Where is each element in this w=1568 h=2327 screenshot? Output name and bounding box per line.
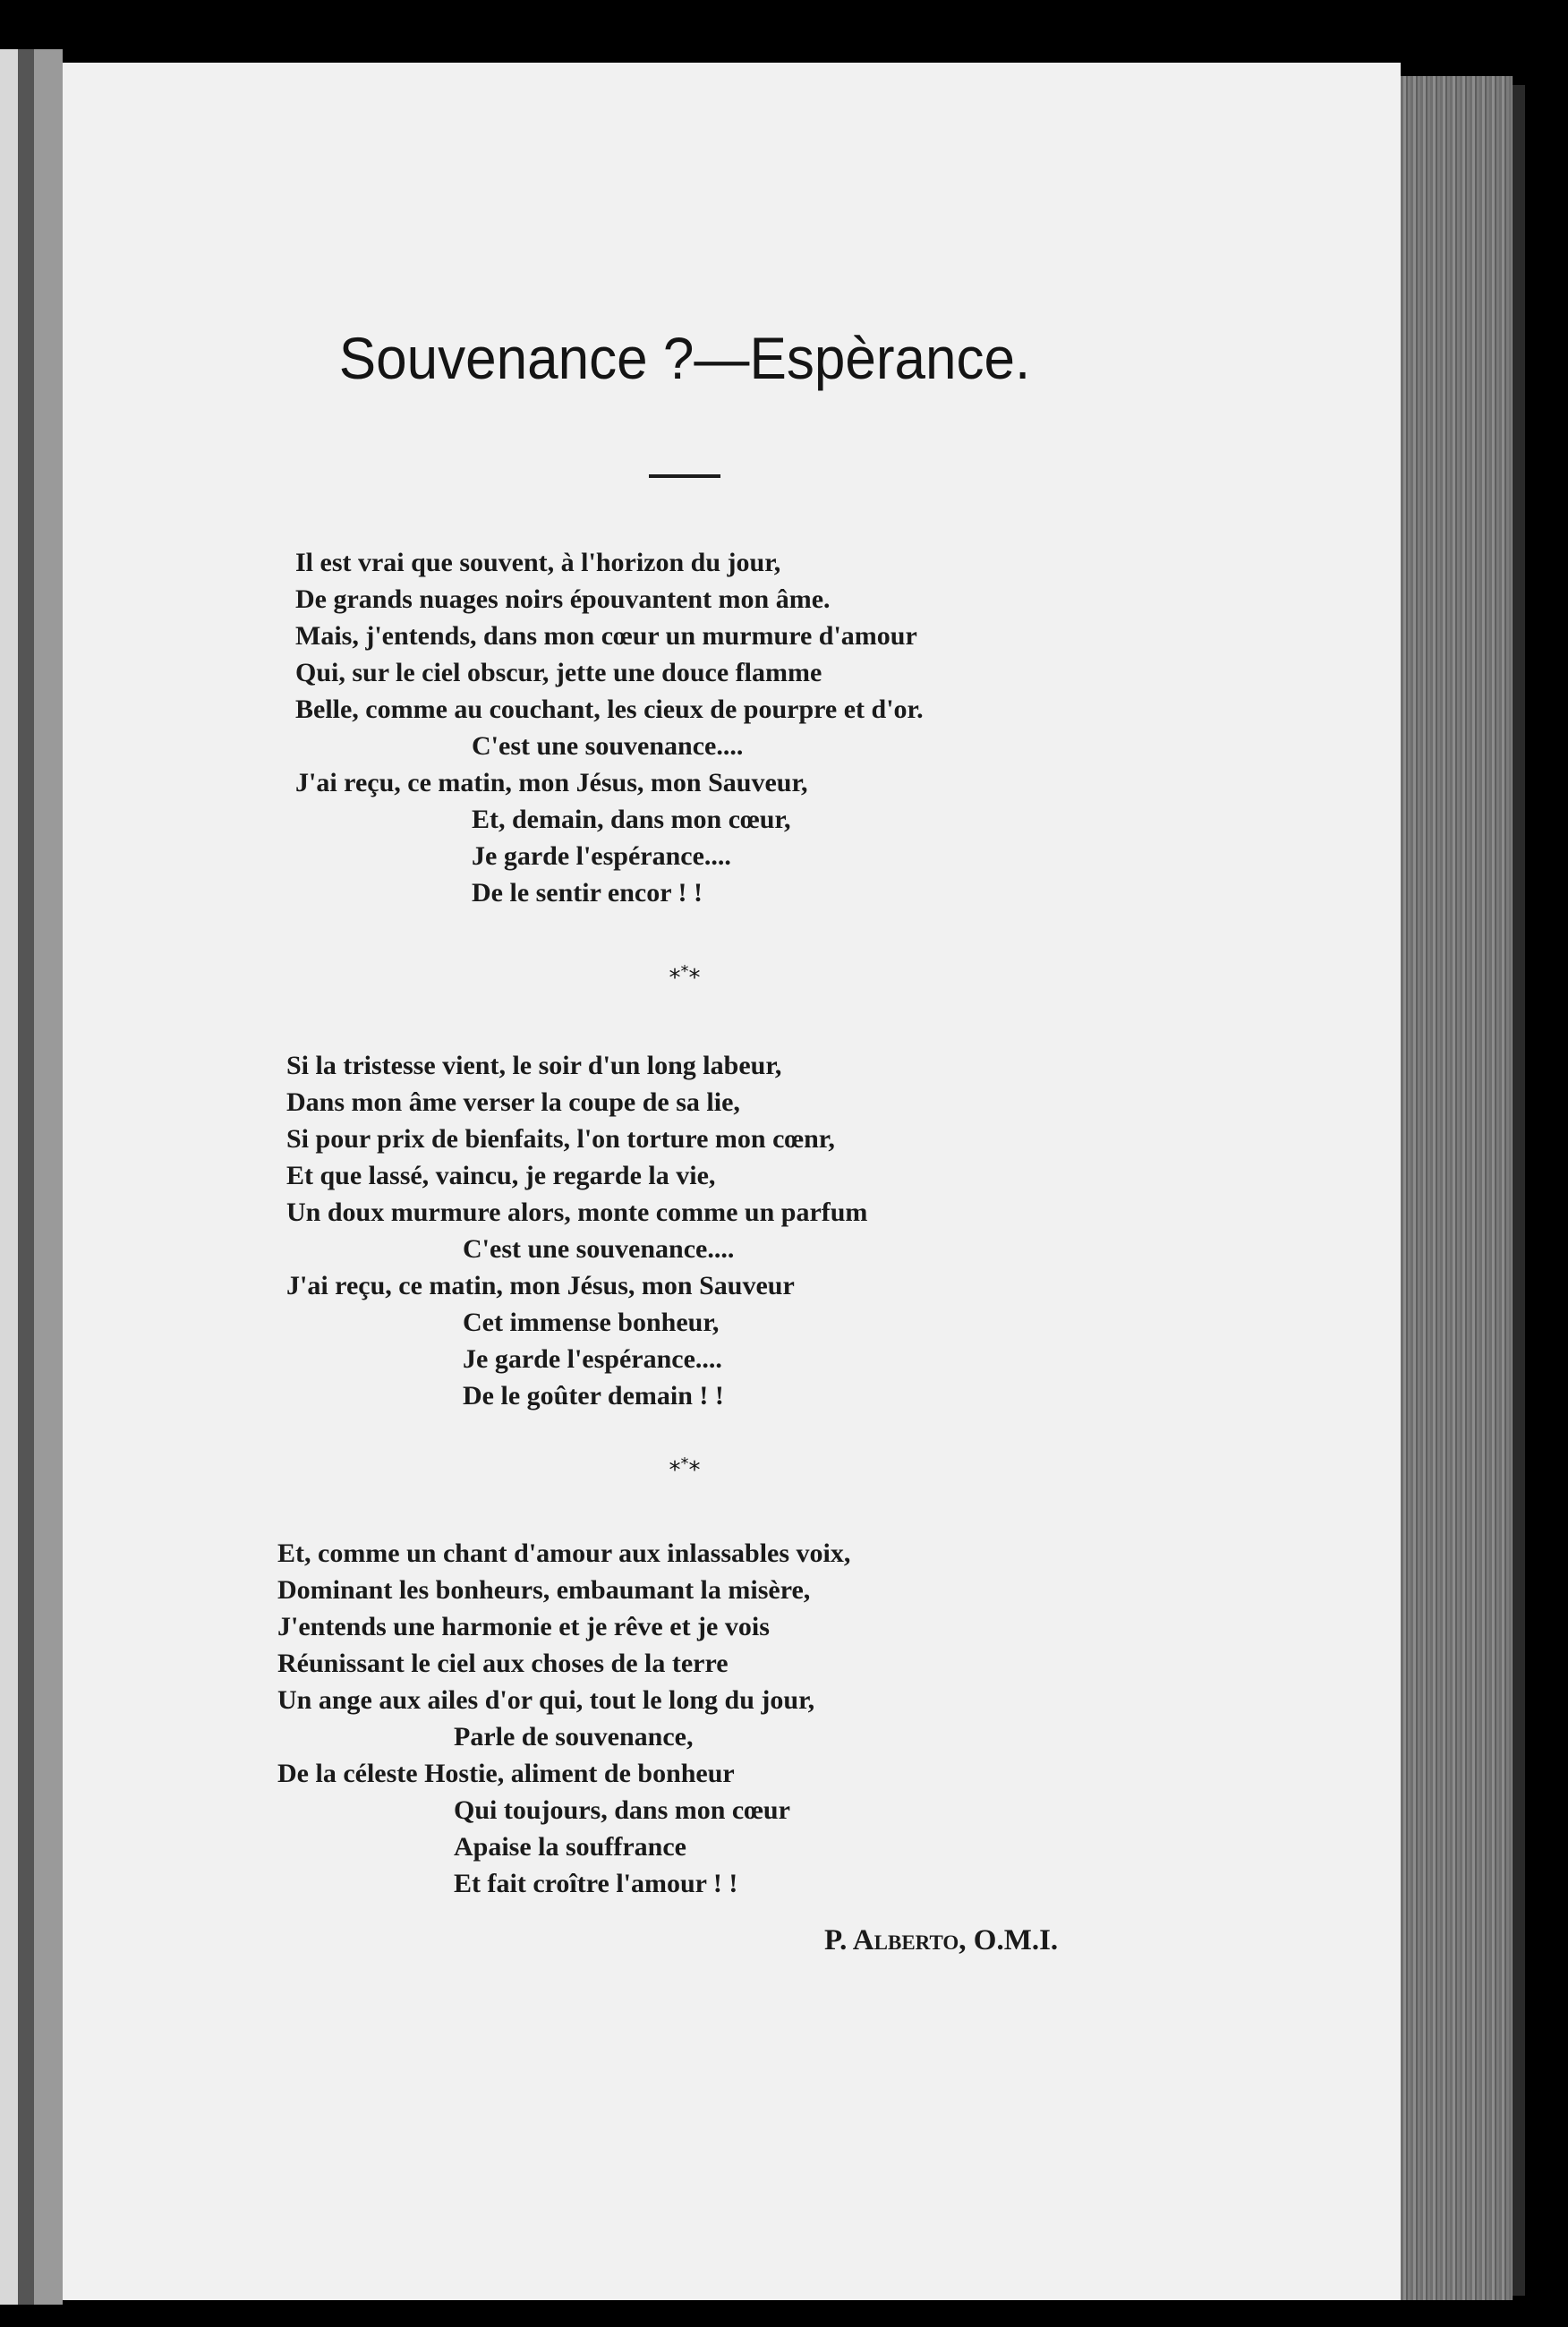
verse-line: Je garde l'espérance.... xyxy=(472,841,731,871)
verse-line: Si pour prix de bienfaits, l'on torture mon cœnr, xyxy=(286,1124,835,1154)
author-signature: P. Alberto, O.M.I. xyxy=(824,1924,1059,1956)
verse-line: Je garde l'espérance.... xyxy=(463,1344,722,1374)
verse-line: Dominant les bonheurs, embaumant la misère, xyxy=(277,1575,811,1605)
verse-line: Parle de souvenance, xyxy=(454,1722,694,1752)
verse-line: De le goûter demain ! ! xyxy=(463,1381,724,1411)
verse-line: Et fait croître l'amour ! ! xyxy=(454,1869,738,1898)
stanza-2 xyxy=(286,1047,1360,1414)
verse-line: Cet immense bonheur, xyxy=(463,1308,720,1337)
verse-line: Et, comme un chant d'amour aux inlassables voix, xyxy=(277,1539,851,1568)
verse-line: J'ai reçu, ce matin, mon Jésus, mon Sauveur, xyxy=(295,768,808,797)
book-page-edges xyxy=(1401,76,1513,2300)
stanza-1 xyxy=(295,544,1369,911)
verse-line: De grands nuages noirs épouvantent mon âme. xyxy=(295,584,831,614)
verse-line: Mais, j'entends, dans mon cœur un murmure d'amour xyxy=(295,621,917,651)
verse-line: Belle, comme au couchant, les cieux de pourpre et d'or. xyxy=(295,695,924,724)
verse-line: Un ange aux ailes d'or qui, tout le long du jour, xyxy=(277,1685,815,1715)
verse-line: Il est vrai que souvent, à l'horizon du jour, xyxy=(295,548,781,577)
stanza-3 xyxy=(277,1535,1351,1902)
stanza-separator: *** xyxy=(669,1454,701,1484)
verse-line: Et, demain, dans mon cœur, xyxy=(472,805,791,834)
verse-line: Qui, sur le ciel obscur, jette une douce flamme xyxy=(295,658,822,687)
verse-line: C'est une souvenance.... xyxy=(463,1234,735,1264)
verse-line: Apaise la souffrance xyxy=(454,1832,686,1862)
verse-line: J'entends une harmonie et je rêve et je vois xyxy=(277,1612,770,1641)
verse-line: Dans mon âme verser la coupe de sa lie, xyxy=(286,1087,740,1117)
verse-line: De la céleste Hostie, aliment de bonheur xyxy=(277,1759,735,1788)
verse-line: Qui toujours, dans mon cœur xyxy=(454,1795,790,1825)
verse-line: J'ai reçu, ce matin, mon Jésus, mon Sauveur xyxy=(286,1271,795,1300)
verse-line: Un doux murmure alors, monte comme un parfum xyxy=(286,1198,868,1227)
title-rule xyxy=(649,474,720,478)
verse-line: Et que lassé, vaincu, je regarde la vie, xyxy=(286,1161,716,1190)
poem-title: Souvenance ?—Espèrance. xyxy=(338,325,1031,391)
verse-line: C'est une souvenance.... xyxy=(472,731,744,761)
stanza-separator: *** xyxy=(669,962,701,992)
verse-line: De le sentir encor ! ! xyxy=(472,878,703,908)
verse-line: Réunissant le ciel aux choses de la terre xyxy=(277,1649,729,1678)
verse-line: Si la tristesse vient, le soir d'un long labeur, xyxy=(286,1051,782,1080)
book-spine-shadow xyxy=(1513,85,1525,2296)
